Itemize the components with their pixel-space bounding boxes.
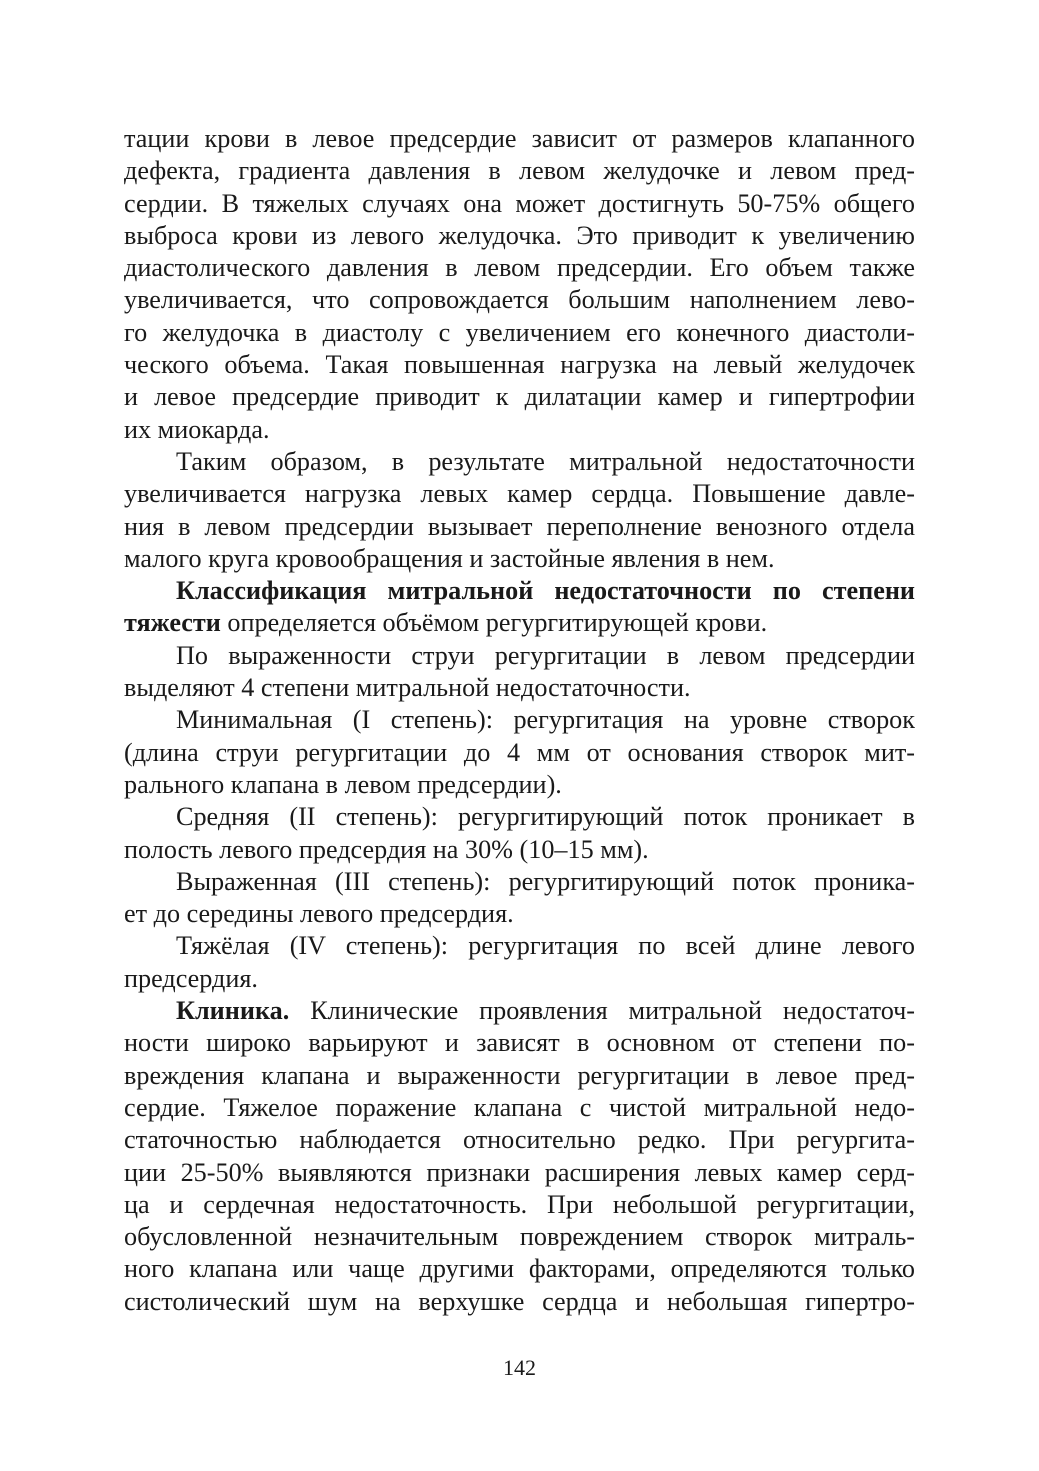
text-line bbox=[124, 575, 915, 607]
text-line: обусловленной незначительным повреждением створок митраль- bbox=[124, 1222, 915, 1252]
text-line: ного клапана или чаще другими факторами, определяются только bbox=[124, 1254, 915, 1284]
text-line: Таким образом, в результате митральной недостаточности bbox=[176, 446, 915, 476]
text-line: их миокарда. bbox=[124, 414, 270, 444]
paragraph bbox=[124, 123, 915, 446]
page-body bbox=[124, 123, 915, 1318]
text-line: увеличивается, что сопровождается большим наполнением лево- bbox=[124, 285, 915, 315]
text-line: сердие. Тяжелое поражение клапана с чистой митральной недо- bbox=[124, 1092, 915, 1122]
page-number: 142 bbox=[503, 1355, 536, 1380]
text-line: ности широко варьируют и зависят в основном от степени по- bbox=[124, 1028, 915, 1058]
text-line: По выраженности струи регургитации в левом предсердии bbox=[176, 640, 915, 670]
bold-term: Классификация митральной недостаточности по степени bbox=[176, 576, 915, 606]
text-line: (длина струи регургитации до 4 мм от основания створок мит- bbox=[124, 737, 915, 767]
paragraph bbox=[124, 995, 915, 1318]
text-line: Средняя (II степень): регургитирующий поток проникает в bbox=[176, 802, 915, 832]
paragraph bbox=[124, 704, 915, 801]
paragraph bbox=[124, 575, 915, 640]
text-line bbox=[124, 607, 915, 639]
text-line: предсердия. bbox=[124, 963, 258, 993]
text-line: ет до середины левого предсердия. bbox=[124, 899, 514, 929]
text-line: малого круга кровообращения и застойные явления в нем. bbox=[124, 543, 775, 573]
text-line: выделяют 4 степени митральной недостаточности. bbox=[124, 673, 691, 703]
paragraph bbox=[124, 930, 915, 995]
text-line: ца и сердечная недостаточность. При небольшой регургитации, bbox=[124, 1189, 915, 1219]
text-line: полость левого предсердия на 30% (10–15 мм). bbox=[124, 834, 649, 864]
bold-term: тяжести bbox=[124, 608, 221, 638]
text-line: систолический шум на верхушке сердца и небольшая гипертро- bbox=[124, 1286, 915, 1316]
bold-term: Клиника. bbox=[176, 996, 290, 1026]
text-line: рального клапана в левом предсердии). bbox=[124, 769, 562, 799]
text-line: ния в левом предсердии вызывает переполнение венозного отдела bbox=[124, 511, 915, 541]
text-line: выброса крови из левого желудочка. Это приводит к увеличению bbox=[124, 220, 915, 250]
text-run: определяется объёмом регургитирующей крови. bbox=[220, 608, 768, 638]
text-line: статочностью наблюдается относительно редко. При регургита- bbox=[124, 1125, 915, 1155]
text-line: Минимальная (I степень): регургитация на уровне створок bbox=[176, 705, 915, 735]
text-line: диастолического давления в левом предсердии. Его объем также bbox=[124, 253, 915, 283]
text-line: вреждения клапана и выраженности регургитации в левое пред- bbox=[124, 1060, 915, 1090]
text-line: сердии. В тяжелых случаях она может достигнуть 50-75% общего bbox=[124, 188, 915, 218]
text-line: тации крови в левое предсердие зависит от размеров клапанного bbox=[124, 124, 915, 153]
text-line: ции 25-50% выявляются признаки расширения левых камер серд- bbox=[124, 1157, 915, 1187]
paragraph bbox=[124, 801, 915, 866]
text-line: го желудочка в диастолу с увеличением его конечного диастоли- bbox=[124, 317, 915, 347]
text-line: дефекта, градиента давления в левом желудочке и левом пред- bbox=[124, 156, 915, 186]
paragraph bbox=[124, 446, 915, 575]
text-line: и левое предсердие приводит к дилатации камер и гипертрофии bbox=[124, 382, 915, 412]
paragraph bbox=[124, 640, 915, 705]
text-line: Выраженная (III степень): регургитирующий поток проника- bbox=[176, 866, 915, 896]
paragraph bbox=[124, 866, 915, 931]
text-line: ческого объема. Такая повышенная нагрузка на левый желудочек bbox=[124, 350, 915, 380]
text-line: Тяжёлая (IV степень): регургитация по всей длине левого bbox=[176, 931, 915, 961]
text-line: увеличивается нагрузка левых камер сердца. Повышение давле- bbox=[124, 479, 915, 509]
text-line bbox=[124, 995, 915, 1027]
text-run: Клинические проявления митральной недостаточ- bbox=[289, 996, 915, 1026]
